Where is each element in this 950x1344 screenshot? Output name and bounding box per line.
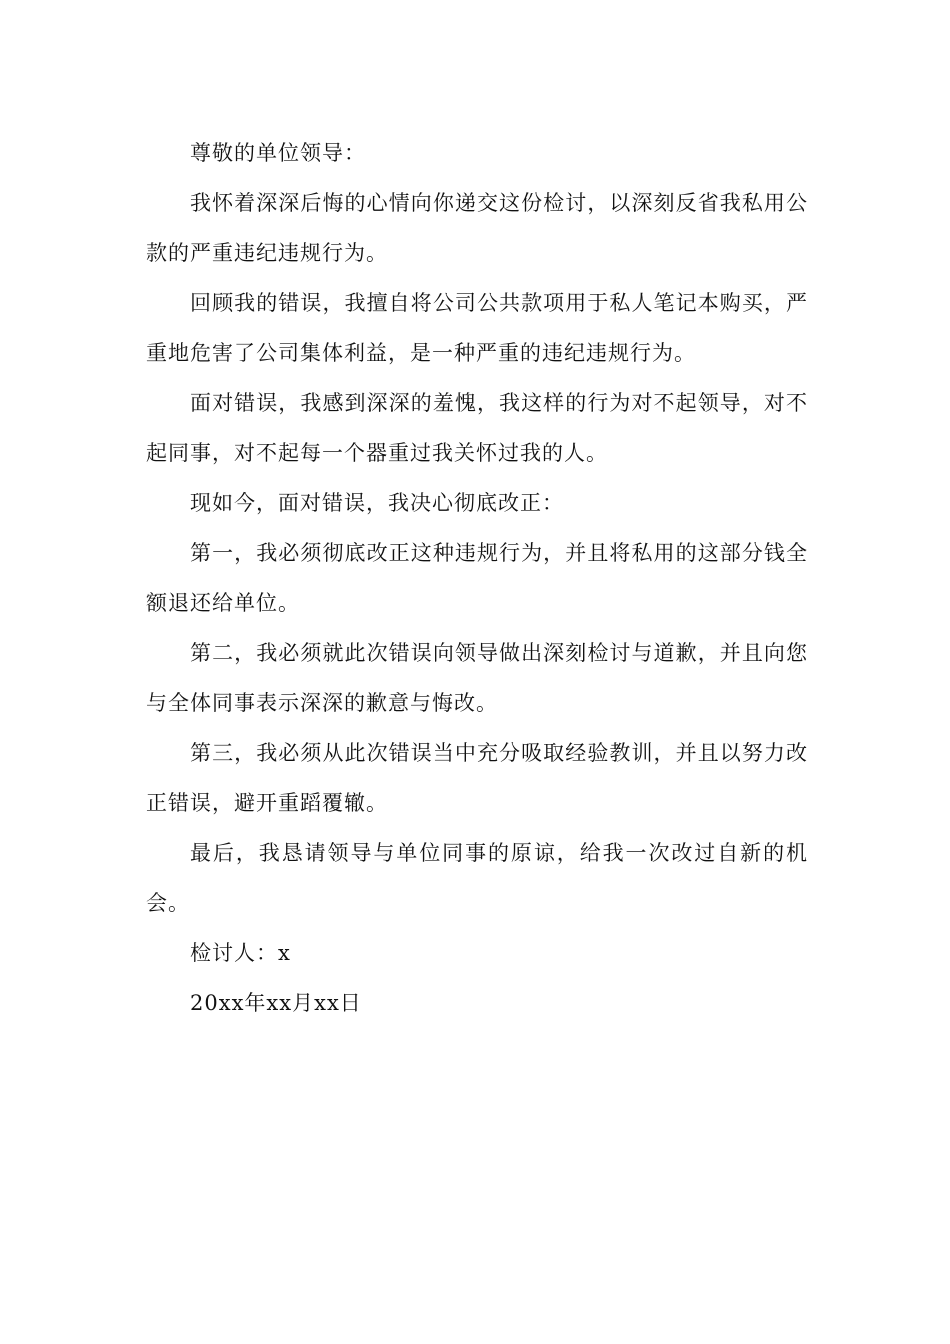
paragraph: 第一，我必须彻底改正这种违规行为，并且将私用的这部分钱全额退还给单位。	[146, 541, 808, 615]
signature: 检讨人：x	[190, 941, 291, 965]
document-body	[146, 128, 808, 1028]
paragraph: 第二，我必须就此次错误向领导做出深刻检讨与道歉，并且向您与全体同事表示深深的歉意与悔改。	[146, 641, 808, 715]
date: 20xx年xx月xx日	[190, 991, 362, 1015]
paragraph: 现如今，面对错误，我决心彻底改正：	[190, 491, 564, 515]
paragraph: 最后，我恳请领导与单位同事的原谅，给我一次改过自新的机会。	[146, 841, 808, 915]
paragraph: 回顾我的错误，我擅自将公司公共款项用于私人笔记本购买，严重地危害了公司集体利益，是一种严重的违纪违规行为。	[146, 291, 808, 365]
paragraph: 第三，我必须从此次错误当中充分吸取经验教训，并且以努力改正错误，避开重蹈覆辙。	[146, 741, 808, 815]
paragraph: 我怀着深深后悔的心情向你递交这份检讨，以深刻反省我私用公款的严重违纪违规行为。	[146, 191, 808, 265]
paragraph: 面对错误，我感到深深的羞愧，我这样的行为对不起领导，对不起同事，对不起每一个器重过我关怀过我的人。	[146, 391, 808, 465]
salutation: 尊敬的单位领导：	[190, 141, 366, 165]
